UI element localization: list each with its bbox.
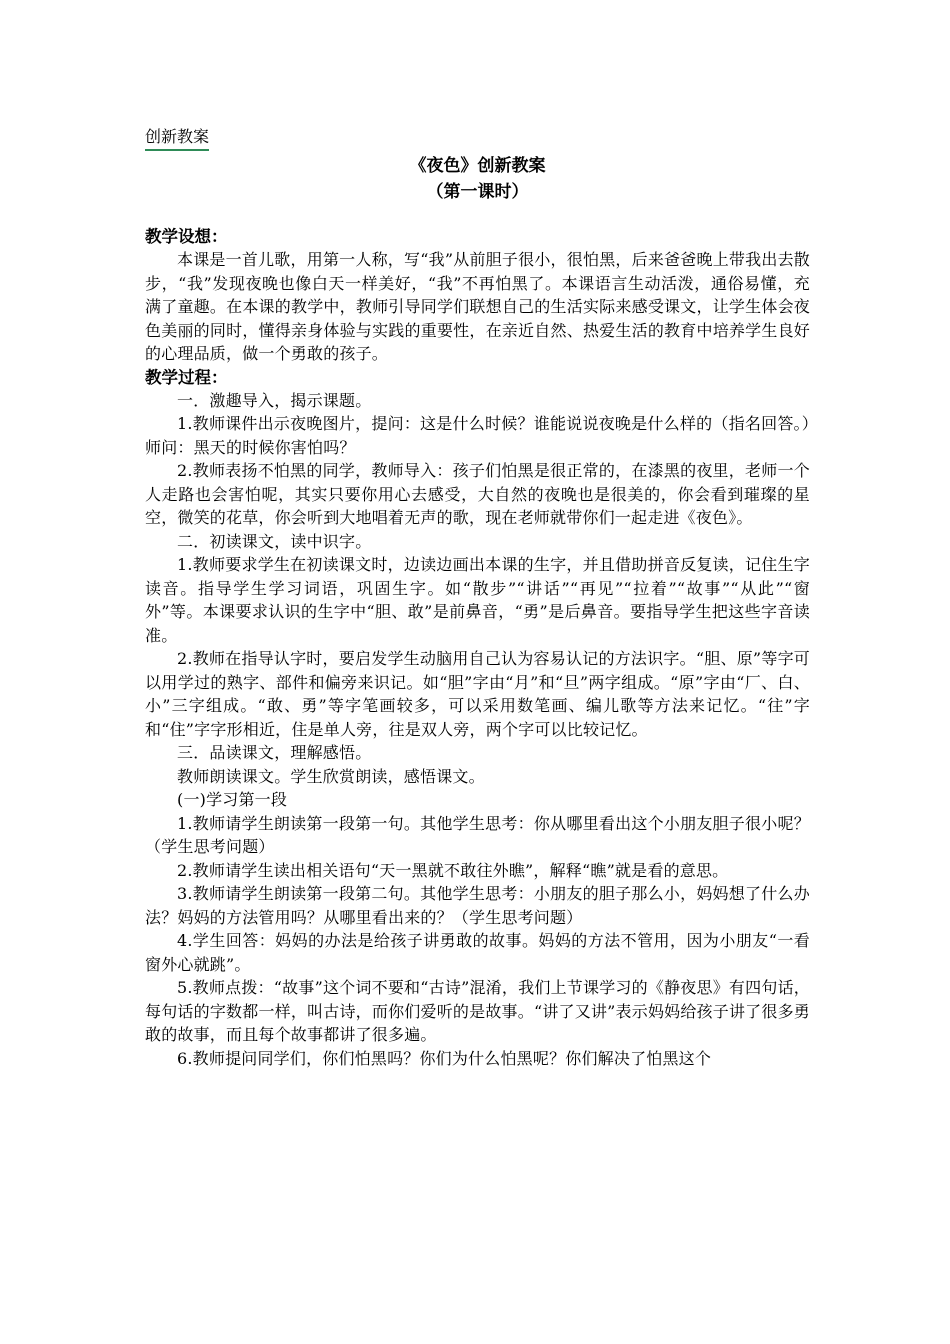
process-paragraph: 3.教师请学生朗读第一段第二句。其他学生思考：小朋友的胆子那么小，妈妈想了什么办法？妈妈的方法管用吗？从哪里看出来的？（学生思考问题） [145, 884, 810, 927]
process-paragraph: 二．初读课文，读中识字。 [177, 531, 372, 551]
process-paragraph: 2.教师表扬不怕黑的同学，教师导入：孩子们怕黑是很正常的，在漆黑的夜里，老师一个人走路也会害怕呢，其实只要你用心去感受，大自然的夜晚也是很美的，你会看到璀璨的星空，微笑的花草，你会听到大地唱着无声的歌，现在老师就带你们一起走进《夜色》。 [145, 461, 810, 527]
process-heading: 教学过程： [145, 367, 228, 387]
document-title: 《夜色》创新教案 [409, 156, 546, 176]
process-paragraph: 2.教师在指导认字时，要启发学生动脑用自己认为容易认记的方法识字。“胆、原”等字可以用学过的熟字、部件和偏旁来识记。如“胆”字由“月”和“旦”两字组成。“原”字由“厂、白、小”三字组成。“敢、勇”等字笔画较多，可以采用数笔画、编儿歌等方法来记忆。“往”字和“住”字字形相近，住是单人旁，往是双人旁，两个字可以比较记忆。 [145, 649, 810, 739]
process-paragraph: 1.教师课件出示夜晚图片，提问：这是什么时候？谁能说说夜晚是什么样的（指名回答。）师问：黑天的时候你害怕吗？ [145, 414, 810, 457]
process-paragraph: (一)学习第一段 [177, 790, 288, 809]
process-paragraph: 一．激趣导入，揭示课题。 [177, 390, 372, 410]
process-paragraph: 1.教师要求学生在初读课文时，边读边画出本课的生字，并且借助拼音反复读，记住生字读音。指导学生学习词语，巩固生字。如“散步”“讲话”“再见”“拉着”“故事”“从此”“窗外”等。本课要求认识的生字中“胆、敢”是前鼻音，“勇”是后鼻音。要指导学生把这些字音读准。 [145, 555, 810, 645]
document-subtitle: （第一课时） [426, 182, 529, 202]
process-paragraph: 4.学生回答：妈妈的办法是给孩子讲勇敢的故事。妈妈的方法不管用，因为小朋友“一看窗外心就跳”。 [145, 931, 810, 974]
process-paragraph: 5.教师点拨：“故事”这个词不要和“古诗”混淆，我们上节课学习的《静夜思》有四句话，每句话的字数都一样，叫古诗，而你们爱听的是故事。“讲了又讲”表示妈妈给孩子讲了很多勇敢的故事，而且每个故事都讲了很多遍。 [145, 978, 810, 1044]
document-page [145, 126, 810, 1070]
design-heading: 教学设想： [145, 227, 228, 246]
process-paragraph: 1.教师请学生朗读第一段第一句。其他学生思考：你从哪里看出这个小朋友胆子很小呢？（学生思考问题） [145, 813, 810, 856]
header-row [145, 126, 810, 151]
design-paragraph: 本课是一首儿歌，用第一人称，写“我”从前胆子很小，很怕黑，后来爸爸晚上带我出去散步，“我”发现夜晚也像白天一样美好，“我”不再怕黑了。本课语言生动活泼，通俗易懂，充满了童趣。在本课的教学中，教师引导同学们联想自己的生活实际来感受课文，让学生体会夜色美丽的同时，懂得亲身体验与实践的重要性，在亲近自然、热爱生活的教育中培养学生良好的心理品质，做一个勇敢的孩子。 [145, 250, 810, 363]
process-paragraph: 6.教师提问同学们，你们怕黑吗？你们为什么怕黑呢？你们解决了怕黑这个 [177, 1048, 712, 1068]
process-paragraph: 三．品读课文，理解感悟。 [177, 743, 372, 762]
header-link[interactable]: 创新教案 [145, 126, 209, 151]
process-paragraph: 2.教师请学生读出相关语句“天一黑就不敢往外瞧”，解释“瞧”就是看的意思。 [177, 860, 729, 880]
process-paragraph: 教师朗读课文。学生欣赏朗读，感悟课文。 [177, 766, 485, 786]
